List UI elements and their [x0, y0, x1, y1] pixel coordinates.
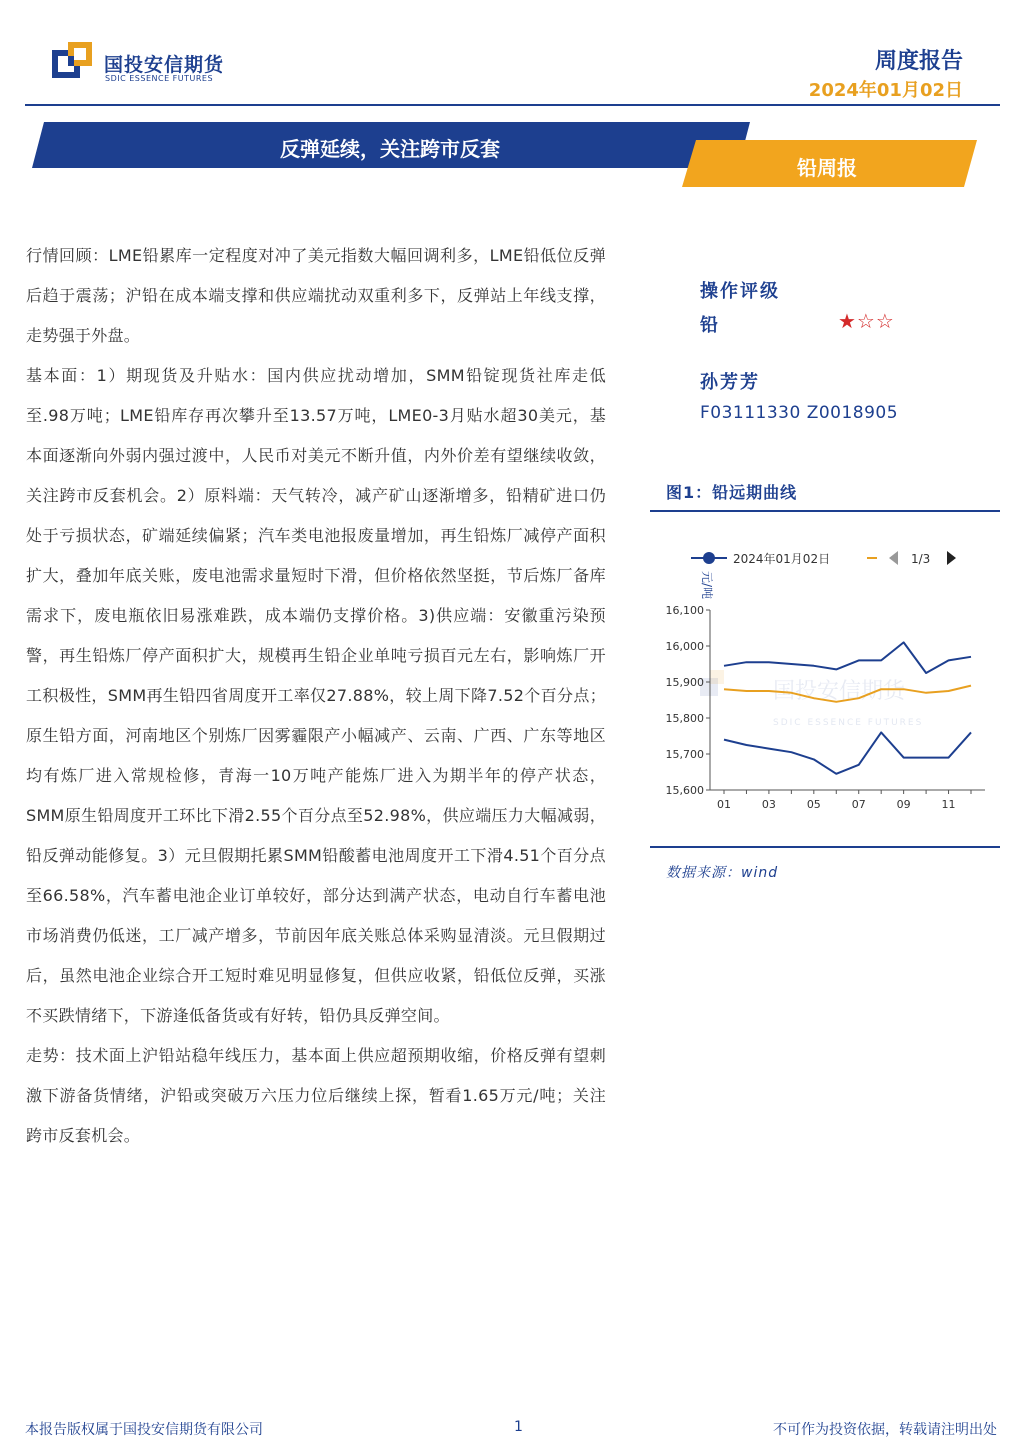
- review-paragraph: [26, 236, 606, 356]
- data-source: 数据来源：wind: [666, 865, 779, 881]
- y-axis-label: 元/吨: [700, 571, 714, 600]
- fundamental-label: 基本面：: [26, 366, 97, 385]
- x-tick-label: 05: [806, 798, 821, 811]
- forward-curve-chart: [655, 535, 1000, 835]
- series-line-3: [724, 732, 971, 773]
- report-title: 反弹延续，关注跨市反套: [280, 137, 500, 161]
- header-divider: [25, 104, 1000, 106]
- rating-stars: ★☆☆: [838, 309, 895, 333]
- figure-bottom-rule: [650, 846, 1000, 848]
- footer-disclaimer: 不可作为投资依据，转载请注明出处: [773, 1422, 997, 1438]
- company-logo-icon: [52, 42, 98, 84]
- review-text: LME铅累库一定程度对冲了美元指数大幅回调利多，LME铅低位反弹后趋于震荡；沪铅在成本端支撑和供应端扰动双重利多下，反弹站上年线支撑，走势强于外盘。: [26, 246, 606, 345]
- main-content: [26, 236, 606, 1156]
- y-tick-label: 15,600: [665, 784, 704, 797]
- company-name-cn: 国投安信期货: [104, 54, 225, 76]
- x-tick-label: 07: [851, 798, 866, 811]
- report-subtitle: 铅周报: [797, 156, 857, 180]
- legend-page: 1/3: [911, 552, 931, 566]
- x-tick-label: 01: [717, 798, 731, 811]
- trend-paragraph: [26, 1036, 606, 1156]
- chart-svg: [655, 535, 1000, 835]
- analyst-ids: F03111330 Z0018905: [700, 403, 899, 423]
- report-date: 2024年01月02日: [808, 80, 963, 101]
- footer-copyright: 本报告版权属于国投安信期货有限公司: [25, 1422, 263, 1438]
- legend-prev-icon[interactable]: [889, 551, 898, 565]
- x-tick-label: 09: [896, 798, 911, 811]
- trend-text: 技术面上沪铅站稳年线压力，基本面上供应超预期收缩，价格反弹有望刺激下游备货情绪，沪铅或突破万六压力位后继续上探，暂看1.65万元/吨；关注跨市反套机会。: [26, 1046, 606, 1145]
- y-tick-label: 16,100: [665, 604, 704, 617]
- legend-marker-icon: [703, 552, 715, 564]
- chart-legend: [691, 551, 956, 566]
- x-tick-label: 03: [761, 798, 776, 811]
- rating-title: 操作评级: [700, 281, 780, 302]
- fundamental-text: 1）期现货及升贴水：国内供应扰动增加，SMM铅锭现货社库走低至.98万吨；LME铅库存再次攀升至13.57万吨，LME0-3月贴水超30美元，基本面逐渐向外弱内强过渡中，人民币对美元不断升值，内外价差有望继续收敛，关注跨市反套机会。2）原料端：天气转冷，减产矿山逐渐增多，铅精矿进口仍处于亏损状态，矿端延续偏紧；汽车类电池报废量增加，再生铅炼厂减停产面积扩大，叠加年底关账，废电池需求量短时下滑，但价格依然坚挺，节后炼厂备库需求下，废电瓶依旧易涨难跌，成本端仍支撑价格。3)供应端：安徽重污染预警，再生铅炼厂停产面积扩大，规模再生铅企业单吨亏损百元左右，影响炼厂开工积极性，SMM再生铅四省周度开工率仅27.88%，较上周下降7.52个百分点；原生铅方面，河南地区个别炼厂因雾霾限产小幅减产、云南、广西、广东等地区均有炼厂进入常规检修，青海一10万吨产能炼厂进入为期半年的停产状态，SMM原生铅周度开工环比下滑2.55个百分点至52.98%，供应端压力大幅减弱，铅反弹动能修复。3）元旦假期托累SMM铅酸蓄电池周度开工下滑4.51个百分点至66.58%，汽车蓄电池企业订单较好，部分达到满产状态，电动自行车蓄电池市场消费仍低迷，工厂减产增多，节前因年底关账总体采购显清淡。元旦假期过后，虽然电池企业综合开工短时难见明显修复，但供应收紧，铅低位反弹，买涨不买跌情绪下，下游逢低备货或有好转，铅仍具反弹空间。: [26, 366, 606, 1025]
- trend-label: 走势：: [26, 1046, 76, 1065]
- series-line-1: [724, 642, 971, 673]
- report-type: 周度报告: [874, 49, 963, 74]
- watermark-cn: 国投安信期货: [773, 679, 906, 704]
- y-tick-label: 16,000: [665, 640, 704, 653]
- page-number: 1: [514, 1419, 523, 1435]
- company-name-en: SDIC ESSENCE FUTURES: [105, 74, 214, 83]
- y-tick-label: 15,700: [665, 748, 704, 761]
- rating-item: 铅: [700, 315, 718, 336]
- legend-next-icon[interactable]: [947, 551, 956, 565]
- figure-title: 图1：铅远期曲线: [666, 483, 798, 502]
- watermark-en: SDIC ESSENCE FUTURES: [773, 718, 924, 728]
- chart-watermark: [700, 670, 923, 728]
- y-tick-label: 15,900: [665, 676, 704, 689]
- analyst-name: 孙芳芳: [700, 372, 760, 393]
- y-tick-label: 15,800: [665, 712, 704, 725]
- figure-top-rule: [650, 510, 1000, 512]
- legend-series-1[interactable]: 2024年01月02日: [733, 552, 831, 566]
- x-tick-label: 11: [941, 798, 956, 811]
- fundamental-paragraph: [26, 356, 606, 1036]
- review-label: 行情回顾：: [26, 246, 109, 265]
